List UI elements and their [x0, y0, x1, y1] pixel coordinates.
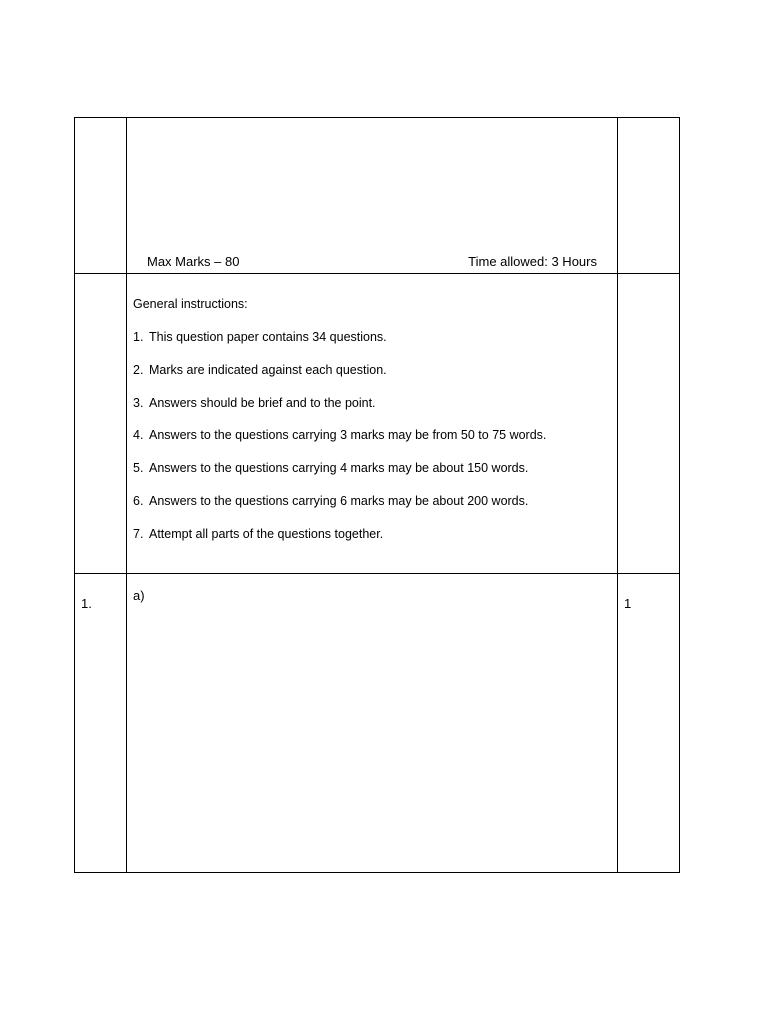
instructions-marks-cell [618, 274, 680, 574]
instruction-number: 6. [133, 493, 144, 508]
question-paper-table [74, 117, 680, 873]
question-marks: 1 [624, 596, 632, 611]
instruction-text: Answers to the questions carrying 6 marks may be about 200 words. [149, 493, 529, 508]
instruction-number: 3. [133, 395, 144, 410]
question-number-cell [75, 574, 127, 873]
header-marks-cell [618, 118, 680, 274]
instruction-text: Answers to the questions carrying 4 marks may be about 150 words. [149, 461, 529, 476]
instruction-item [133, 329, 617, 345]
instruction-item [133, 427, 617, 443]
instruction-text: Answers to the questions carrying 3 marks may be from 50 to 75 words. [149, 428, 547, 443]
instruction-item [133, 395, 617, 411]
question-body-cell [127, 574, 618, 873]
exam-meta-line [147, 254, 597, 270]
instructions-row [75, 274, 680, 574]
question-part-label: a) [133, 588, 145, 603]
max-marks: Max Marks – 80 [147, 254, 240, 269]
instruction-text: Marks are indicated against each question. [149, 362, 387, 377]
instruction-number: 5. [133, 461, 144, 476]
instruction-item [133, 526, 617, 542]
instruction-text: This question paper contains 34 questions. [149, 330, 387, 344]
question-marks-cell [618, 574, 680, 873]
instruction-item [133, 460, 617, 476]
header-row [75, 118, 680, 274]
instruction-number: 7. [133, 526, 144, 541]
time-allowed: Time allowed: 3 Hours [468, 254, 597, 269]
header-body-cell [127, 118, 618, 274]
question-number: 1. [81, 596, 92, 611]
general-instructions [127, 274, 617, 542]
instruction-item [133, 493, 617, 509]
instructions-title: General instructions: [133, 297, 248, 311]
instructions-list [133, 329, 617, 542]
header-number-cell [75, 118, 127, 274]
instruction-text: Answers should be brief and to the point. [149, 395, 376, 410]
instruction-number: 1. [133, 330, 144, 344]
instructions-body-cell [127, 274, 618, 574]
instruction-number: 4. [133, 428, 144, 443]
instruction-item [133, 362, 617, 378]
question-row [75, 574, 680, 873]
instruction-text: Attempt all parts of the questions together. [149, 526, 384, 541]
instructions-number-cell [75, 274, 127, 574]
instruction-number: 2. [133, 362, 144, 377]
